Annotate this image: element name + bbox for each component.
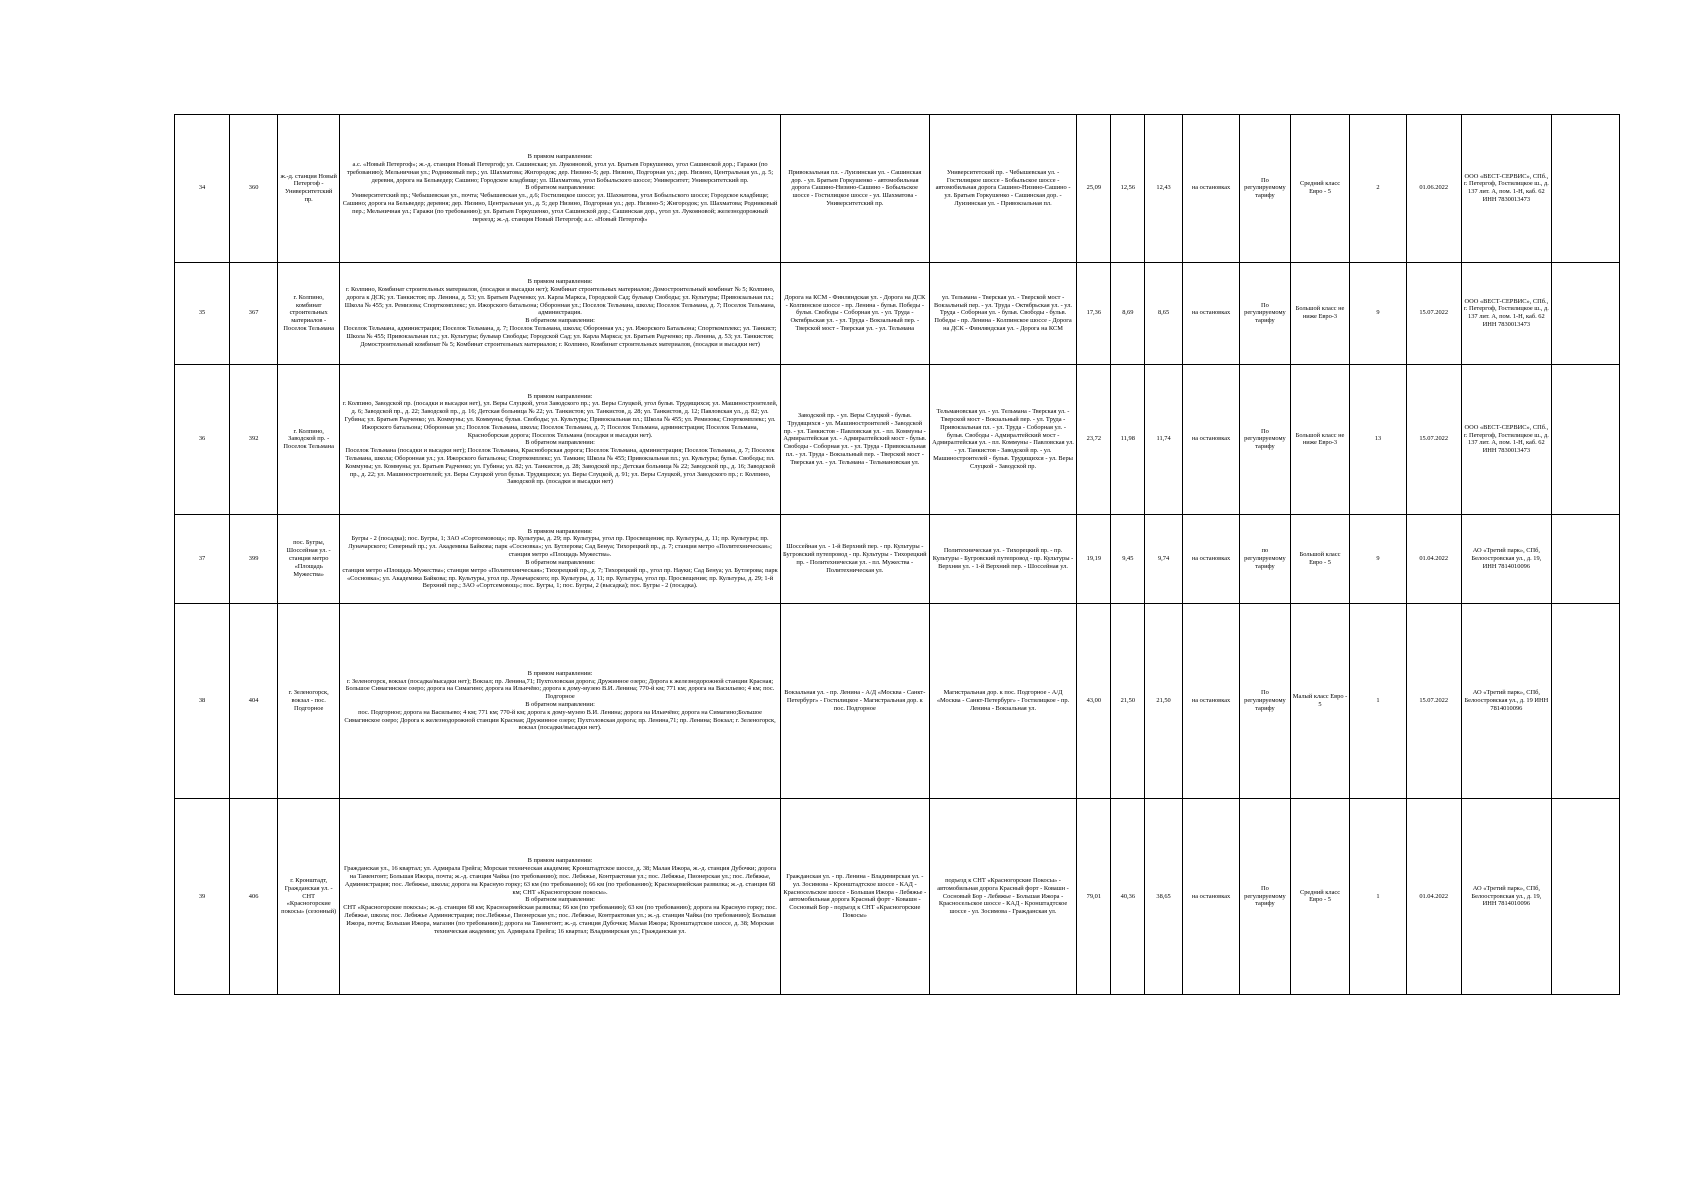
route-length: 17,36 [1077, 262, 1111, 364]
route-name: г. Зеленогорск, вокзал - пос. Подгорное [278, 603, 340, 798]
vehicle-count: 9 [1350, 262, 1406, 364]
vehicle-class: Большой класс Евро - 5 [1290, 514, 1350, 603]
vehicle-count: 2 [1350, 115, 1406, 263]
carrier-info: ООО «ВЕСТ-СЕРВИС», СПб., г. Петергоф, Гостилицкое ш., д. 137 лит. А, пом. 1-Н, каб. 62 ИНН 7830013473 [1461, 262, 1551, 364]
stops-line: Университетский пр.; Чебышевская ул., почта; Чебышевская ул., д.6; Гостилицкое шоссе; ул. Шахматова, угол Бобыльского шоссе; Городское кладбище; Сашино; дорога на Бельведер; деревня; дер. Низино, Центральная ул., д. 5; дер Низино, Подгорная ул.; дер. Низино-5; Жнгородок; ул. Шахматова; Родниковый пер.; Мельничная ул.; Гаражи (по требованию); ул. Братьев Горкушенко, угол Сашинской дор.; Сашинская дор., угол ул. Лукояновой; железнодорожный переезд; ж.-д. станция Новый Петергоф; а.с. «Новый Петергоф» [342, 192, 778, 223]
extra-cell [1551, 514, 1619, 603]
route-row [175, 514, 1620, 603]
tariff-type: По регулируемому тарифу [1240, 115, 1290, 263]
stops-line: В прямом направлении: [527, 278, 593, 286]
route-number: 360 [230, 115, 278, 263]
row-number: 34 [175, 115, 230, 263]
vehicle-class: Малый класс Евро - 5 [1290, 603, 1350, 798]
backward-streets: Тельмановская ул. - ул. Тельмана - Тверская ул. - Тверской мост - Вокзальный пер. - ул. Труда - Привокзальная пл. - ул. Труда - Соборная ул. - бульв. Свободы - Адмиралтейский мост - Адмиралтейская ул. - пл. Коммуны - Павловская ул. - ул. Танкистов - Заводской пр. - ул. Машиностроителей - бульв. Трудящихся - ул. Веры Слуцкой - Заводской пр. [929, 365, 1077, 515]
backward-length: 21,50 [1145, 603, 1183, 798]
tariff-type: по регулируемому тарифу [1240, 514, 1290, 603]
stops-line: В обратном направлении: [525, 700, 595, 708]
vehicle-count: 13 [1350, 365, 1406, 515]
stops-line: В обратном направлении: [525, 558, 595, 566]
vehicle-count: 1 [1350, 798, 1406, 994]
tariff-type: По регулируемому тарифу [1240, 262, 1290, 364]
boarding-order: на остановках [1182, 115, 1239, 263]
boarding-order: на остановках [1182, 798, 1239, 994]
start-date: 01.04.2022 [1406, 798, 1461, 994]
vehicle-count: 9 [1350, 514, 1406, 603]
stops-line: Бугры - 2 (посадка); пос. Бугры, 1; ЗАО «Сортсемовощ»; пр. Культуры, д. 29; пр. Культуры, угол пр. Просвещения; пр. Культуры, д. 11; пр. Культуры; пр. Луначарского; Северный пр.; ул. Академика Байкова; парк «Сосновка»; ул. Бутлерова; Сад Бенуа; Тихорецкий пр., д. 7; станция метро «Политехническая»; станция метро «Площадь Мужества». [348, 535, 772, 559]
stops-line: В прямом направлении: [527, 857, 593, 865]
route-stops [340, 262, 781, 364]
stops-line: В обратном направлении: [525, 184, 595, 192]
forward-length: 21,50 [1111, 603, 1145, 798]
boarding-order: на остановках [1182, 365, 1239, 515]
route-name: ж.-д. станция Новый Петергоф - Университетский пр. [278, 115, 340, 263]
route-number: 406 [230, 798, 278, 994]
route-row [175, 262, 1620, 364]
boarding-order: на остановках [1182, 514, 1239, 603]
forward-streets: Вокзальная ул. - пр. Ленина - А/Д «Москва - Санкт-Петербург» - Гостилицкое - Магистральная дор. к пос. Подгорное [780, 603, 929, 798]
extra-cell [1551, 603, 1619, 798]
stops-line: В обратном направлении: [525, 896, 595, 904]
forward-length: 9,45 [1111, 514, 1145, 603]
stops-line: В обратном направлении: [525, 317, 595, 325]
route-stops [340, 603, 781, 798]
stops-line: В прямом направлении: [527, 669, 593, 677]
route-row [175, 365, 1620, 515]
stops-line: пос. Подгорное; дорога на Васильево; 4 км; 771 км; 770-й км; дорога к дому-музею В.И. Ленина; дорога на Ильичёво; дорога на Симагино;Большое Симагинское озеро; Дорога к железнодорожной станции Красная; Дружинное озеро; Пухтоловская дорога; пр. Ленина,71; пр. Ленина; Вокзал; г. Зеленогорск, вокзал (посадки/высадки нет). [344, 708, 776, 732]
start-date: 15.07.2022 [1406, 365, 1461, 515]
stops-line: станция метро «Площадь Мужества»; станция метро «Политехническая»; Тихорецкий пр., д. 7; Тихорецкий пр., угол пр. Науки; Сад Бенуа; ул. Бутлерова; парк «Сосновка»; ул. Академика Байкова; пр. Культуры, угол пр. Луначарского; пр. Культуры, д. 11; пр. Культуры, угол пр. Просвещения; пр. Культуры, д. 29; 1-й Верхний пер.; ЗАО «Сортсемовощ»; пос. Бугры, 1; пос. Бугры, 2 (высадка); пос. Бугры - 2 (посадка). [342, 566, 778, 590]
carrier-info: ООО «ВЕСТ-СЕРВИС», СПб., г. Петергоф, Гостилицкое ш., д. 137 лит. А, пом. 1-Н, каб. 62 ИНН 7830013473 [1461, 365, 1551, 515]
tariff-type: По регулируемому тарифу [1240, 798, 1290, 994]
forward-streets: Заводской пр. - ул. Веры Слуцкой - бульв. Трудящихся - ул. Машиностроителей - Заводской пр. - ул. Танкистов - Павловская ул. - пл. Коммуны - Адмиралтейская ул. - Адмиралтейский мост - бульв. Свободы - Соборная ул. - ул. Труда - Привокзальная пл. - ул. Труда - Вокзальный пер. - Тверской мост - Тверская ул. - ул. Тельмана - Тельмановская ул. [780, 365, 929, 515]
start-date: 15.07.2022 [1406, 603, 1461, 798]
route-name: пос. Бугры, Шоссейная ул. - станция метро «Площадь Мужества» [278, 514, 340, 603]
backward-streets: Университетский пр. - Чебышевская ул. - Гостилицкое шоссе - Бобыльское шоссе - автомобильная дорога Сашино-Низино-Сашино - ул. Братьев Горкушенко - Сашинская дор. - Луизинская ул. - Привокзальная пл. [929, 115, 1077, 263]
row-number: 38 [175, 603, 230, 798]
row-number: 39 [175, 798, 230, 994]
forward-length: 12,56 [1111, 115, 1145, 263]
route-number: 399 [230, 514, 278, 603]
backward-length: 11,74 [1145, 365, 1183, 515]
forward-length: 11,98 [1111, 365, 1145, 515]
carrier-info: АО «Третий парк», СПб, Белоостровская ул., д. 19, ИНН 7814010096 [1461, 798, 1551, 994]
stops-line: В прямом направлении: [527, 527, 593, 535]
backward-streets: Магистральная дор. к пос. Подгорное - А/Д «Москва - Санкт-Петербург» - Гостилицкое - пр. Ленина - Вокзальная ул. [929, 603, 1077, 798]
stops-line: Поселок Тельмана, администрация; Поселок Тельмана, д. 7; Поселок Тельмана, школа; Оборонная ул.; ул. Ижорского Батальона; Спорткомплекс; ул. Танкист; Школа № 455; Привокзальная пл.; ул. Культуры; бульвар Свободы; Городской Сад; ул. Карла Маркса; ул. Братьев Радченко; пр. Ленина, д. 53; ул. Танкистов; Домостроительный комбинат № 5; Комбинат строительных материалов; г. Колпино, Комбинат строительных материалов, (посадки и высадки нет) [343, 325, 777, 348]
route-length: 25,09 [1077, 115, 1111, 263]
stops-line: Поселок Тельмана (посадки и высадки нет); Поселок Тельмана, Красноборская дорога; Поселок Тельмана, администрация; Поселок Тельмана, д. 7; Поселок Тельмана, школа; Оборонная ул.; ул. Ижорского батальона; Спорткомплекс; ул. Тамкин; Школа № 455; Привокзальная пл.; ул. Культуры; бульв. Свободы; пл. Коммуны; ул. Коммуны; ул. Братьев Радченко; ул. Губина; ул. 82; ул. Танкистов, д. 28; Заводской пр.; Детская больница № 22; Заводской пр., д. 16; Заводской пр., д. 22; ул. Машиностроителей; ул. Веры Слуцкой угол бульв. Трудящихся; ул. Веры Слуцкой, д. 91; ул. Веры Слуцкой, угол Заводского пр.; г. Колпино, Заводской пр. (посадки и высадки нет) [345, 447, 775, 486]
route-stops [340, 798, 781, 994]
boarding-order: на остановках [1182, 262, 1239, 364]
stops-line: г. Колпино, Заводской пр. (посадки и высадки нет), ул. Веры Слуцкой, угол Заводского пр.; ул. Веры Слуцкой, угол бульв. Трудящихся; ул. Машиностроителей, д. 6; Заводской пр., д. 22; Заводской пр., д. 16; Детская больница № 22; ул. Танкистов; ул. Танкистов, д. 28; ул. Танкистов, д. 12; Павловская ул., д. 82; ул. Губина; ул. Братьев Радченко; ул. Коммуны; ул. Коммуны; бульв. Свободы; ул. Культуры; Привокзальная пл.; Школа № 455; ул. Ремизова; Спорткомплекс; ул. Ижорского батальона; Оборонная ул.; Поселок Тельмана, школа; Поселок Тельмана, д. 7; Поселок Тельмана, администрация; Поселок Тельмана, Красноборская дорога; Поселок Тельмана (посадки и высадки нет). [342, 400, 778, 439]
forward-length: 8,69 [1111, 262, 1145, 364]
stops-line: В прямом направлении: [527, 392, 593, 400]
route-length: 19,19 [1077, 514, 1111, 603]
extra-cell [1551, 798, 1619, 994]
start-date: 15.07.2022 [1406, 262, 1461, 364]
vehicle-count: 1 [1350, 603, 1406, 798]
forward-streets: Шоссейная ул. - 1-й Верхний пер. - пр. Культуры - Бугровский путепровод - пр. Культуры - Тихорецкий пр. - Политехническая ул. - пл. Мужества - Политехническая ул. [780, 514, 929, 603]
routes-table-body [175, 115, 1620, 995]
route-number: 392 [230, 365, 278, 515]
vehicle-class: Средний класс Евро - 5 [1290, 115, 1350, 263]
vehicle-class: Большой класс не ниже Евро-3 [1290, 262, 1350, 364]
row-number: 37 [175, 514, 230, 603]
stops-line: В обратном направлении: [525, 439, 595, 447]
backward-length: 8,65 [1145, 262, 1183, 364]
forward-length: 40,36 [1111, 798, 1145, 994]
carrier-info: АО «Третий парк», СПб, Белоостровская ул., д. 19 ИНН 7814010096 [1461, 603, 1551, 798]
vehicle-class: Большой класс не ниже Евро-3 [1290, 365, 1350, 515]
route-name: г. Колпино, Заводской пр. - Поселок Тельмана [278, 365, 340, 515]
route-name: г. Колпино, комбинат строительных материалов - Поселок Тельмана [278, 262, 340, 364]
route-stops [340, 365, 781, 515]
route-number: 404 [230, 603, 278, 798]
extra-cell [1551, 365, 1619, 515]
backward-streets: подъезд к СНТ «Красногорские Покосы» - автомобильная дорога Красный форт - Ковашн - Сосновый Бор - Лебяжье - Большая Ижора - Красносельское шоссе - КАД - Кронштадтское шоссе - ул. Зосимова - Гражданская ул. [929, 798, 1077, 994]
boarding-order: на остановках [1182, 603, 1239, 798]
forward-streets: Привокзальная пл. - Луизинская ул. - Сашинская дор. - ул. Братьев Горкушенко - автомобильная дорога Сашино-Низино-Сашино - Бобыльское шоссе - Гостилицкое шоссе - ул. Шахматова - Университетский пр. [780, 115, 929, 263]
row-number: 36 [175, 365, 230, 515]
stops-line: г. Колпино, Комбинат строительных материалов, (посадки и высадки нет); Комбинат строительных материалов; Домостроительный комбинат № 5; Колпино, дорога к ДСК; ул. Танкистов; пр. Ленина, д. 53; ул. Братьев Радченко; ул. Карла Маркса, Городской Сад; бульвар Свободы; ул. Культуры; Привокзальная пл.; Школа № 455; ул. Ремизова; Спорткомплекс; ул. Ижорского батальона; Оборонная ул.; Поселок Тельмана, школа; Поселок Тельмана, д. 7; Поселок Тельмана, администрация. [344, 285, 776, 317]
carrier-info: АО «Третий парк», СПб, Белоостровская ул., д. 19, ИНН 7814010096 [1461, 514, 1551, 603]
tariff-type: По регулируемому тарифу [1240, 365, 1290, 515]
route-length: 79,01 [1077, 798, 1111, 994]
backward-streets: Политехническая ул. - Тихорецкий пр. - пр. Культуры - Бугровский путепровод - пр. Культуры - Верхняя ул. - 1-й Верхний пер. - Шоссейная ул. [929, 514, 1077, 603]
route-name: г. Кронштадт, Гражданская ул. - СНТ «Красногорские покосы» (сезонный) [278, 798, 340, 994]
stops-line: г. Зеленогорск, вокзал (посадка/высадки нет); Вокзал; пр. Ленина,71; Пухтоловская дорога; Дружинное озеро; Дорога к железнодорожной станции Красная; Большое Симагинское озеро; дорога на Симагино; дорога на Ильичёво; дорога к дому-музею В.И. Ленина; 770-й км; 771 км; дорога на Васильево; 4 км; пос. Подгорное [345, 677, 775, 701]
route-stops [340, 115, 781, 263]
route-length: 23,72 [1077, 365, 1111, 515]
backward-length: 9,74 [1145, 514, 1183, 603]
forward-streets: Гражданская ул. - пр. Ленина - Владимирская ул. - ул. Зосимова - Кронштадтское шоссе - КАД - Красносельское шоссе - Большая Ижора - Лебяжье - автомобильная дорога Красный форт - Ковашн - Сосновый Бор - подъезд к СНТ «Красногорские Покосы» [780, 798, 929, 994]
route-length: 43,00 [1077, 603, 1111, 798]
vehicle-class: Средний класс Евро - 5 [1290, 798, 1350, 994]
backward-streets: ул. Тельмана - Тверская ул. - Тверской мост - Вокзальный пер. - ул. Труда - Октябрьская ул. - ул. Труда - Соборная ул. - бульв. Свободы - бульв. Победы - пр. Ленина - Колпинское шоссе - Дорога на ДСК - Финляндская ул. - Дорога на КСМ [929, 262, 1077, 364]
route-row [175, 798, 1620, 994]
extra-cell [1551, 262, 1619, 364]
route-row [175, 115, 1620, 263]
route-stops [340, 514, 781, 603]
stops-line: В прямом направлении: [527, 153, 593, 161]
tariff-type: По регулируемому тарифу [1240, 603, 1290, 798]
backward-length: 38,65 [1145, 798, 1183, 994]
backward-length: 12,43 [1145, 115, 1183, 263]
route-row [175, 603, 1620, 798]
stops-line: а.с. «Новый Петергоф»; ж.-д. станция Новый Петергоф; ул. Сашинская; ул. Лукояновой, угол ул. Братьев Горкушенко, угол Сашинской дор.; Гаражи (по требованию); Мельничная ул.; Родниковый пер.; ул. Шахматова; Жнгородок; дер. Низино-5; дер. Низино, Подгорная ул.; дер. Низино, Центральная ул., д. 5; деревня, дорога на Бельведер; Сашино; Городское кладбище; ул. Шахматова, угол Бобыльского шоссе; Университет; Университетский пр. [346, 160, 774, 184]
extra-cell [1551, 115, 1619, 263]
carrier-info: ООО «ВЕСТ-СЕРВИС», СПб., г. Петергоф, Гостилицкое ш., д. 137 лит. А, пом. 1-Н, каб. 62 ИНН 7830013473 [1461, 115, 1551, 263]
routes-register-table [174, 114, 1620, 995]
forward-streets: Дорога на КСМ - Финляндская ул. - Дорога на ДСК - Колпинское шоссе - пр. Ленина - бульв. Победы - бульв. Свободы - Соборная ул. - ул. Труда - Октябрьская ул. - ул. Труда - Вокзальный пер. - Тверской мост - Тверская ул. - ул. Тельмана [780, 262, 929, 364]
stops-line: Гражданская ул., 16 квартал; ул. Адмирала Грейга; Морская техническая академия; Кронштадтское шоссе, д. 38; Малая Ижора, ж.-д. станция Дубочки; дорога на Таменгонт; Большая Ижора, почта; ж.-д. станция Чайка (по требованию); пос. Лебяжье, Контрактовая ул.; пос. Лебяжье, Пионерская ул.; пос. Лебяжье, Администрация; пос. Лебяжье, школа; дорога на Красную горку; 63 км (по требованию); 66 км (по требованию); Красноармейская развилка; ж.-д. станция 68 км; СНТ «Красногорские покосы». [343, 865, 777, 896]
start-date: 01.04.2022 [1406, 514, 1461, 603]
stops-line: СНТ «Красногорские покосы»; ж.-д. станция 68 км; Красноармейская развилка; 66 км (по требованию); 63 км (по требованию); дорога на Красную горку; пос. Лебяжье, школа; пос. Лебяжье Администрация; пос.Лебяжье, Пионерская ул.; пос. Лебяжье, Контрактовая ул.; ж.-д. станция Чайка (по требованию); Большая Ижора, почта; Большая Ижора, магазин (по требованию); дорога на Таменгонт; ж.-д. станция Дубочки; Малая Ижора; Кронштадтское шоссе, д. 38; Морская техническая академия; ул. Адмирала Грейга; 16 квартал; Владимирская ул.; Гражданская ул. [343, 904, 777, 935]
row-number: 35 [175, 262, 230, 364]
start-date: 01.06.2022 [1406, 115, 1461, 263]
route-number: 367 [230, 262, 278, 364]
